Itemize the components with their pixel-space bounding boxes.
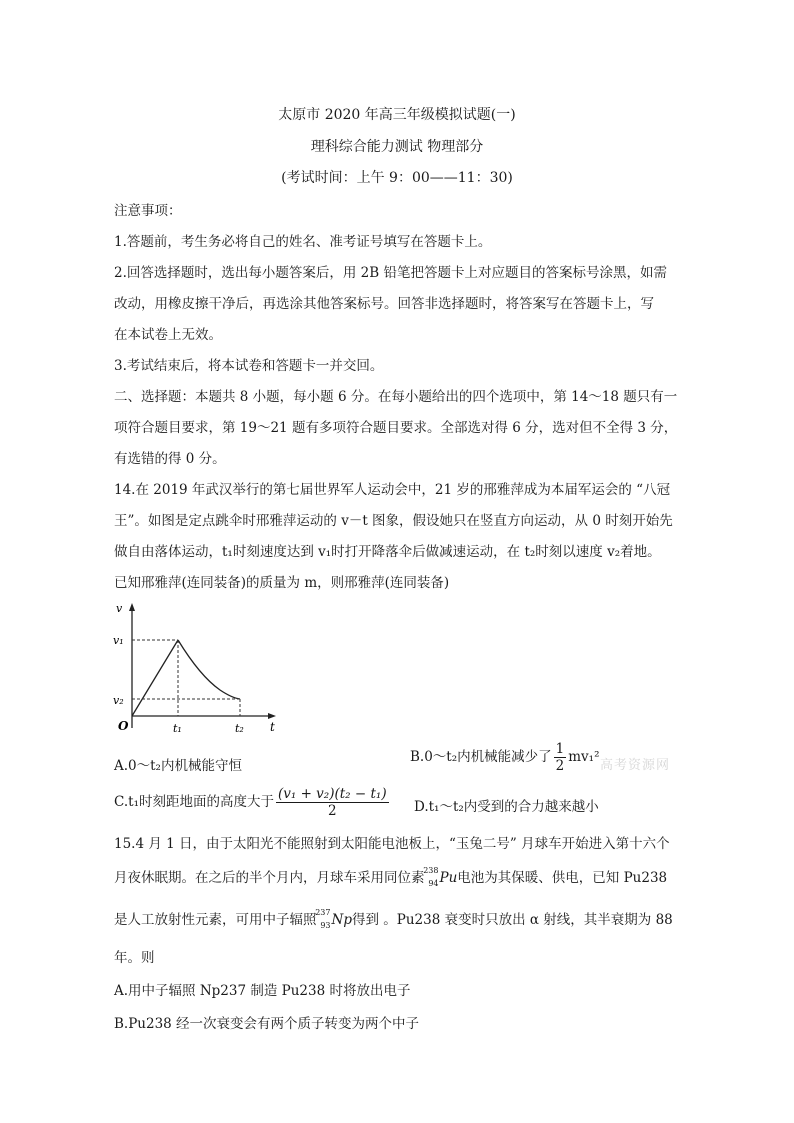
pu-mass-number: 238 (423, 865, 439, 875)
frac-denominator: 2 (555, 758, 565, 774)
exam-title: 太原市 2020 年高三年级模拟试题(一) (278, 107, 516, 123)
label-t: t (270, 720, 275, 734)
q14-option-b-text: B.0～t₂内机械能减少了 (410, 749, 552, 765)
q14-vt-graph (110, 598, 285, 743)
exam-time: (考试时间：上午 9：00——11：30) (281, 170, 513, 186)
q14-option-a: A.0～t₂内机械能守恒 (114, 758, 242, 774)
y-axis-arrow (129, 603, 135, 611)
q15-stem-line-3 (114, 908, 673, 930)
exam-subtitle: 理科综合能力测试 物理部分 (310, 139, 484, 155)
notice-item-2-line-1: 2.回答选择题时，选出每小题答案后，用 2B 铅笔把答题卡上对应题目的答案标号涂黑，如需 (114, 265, 667, 281)
q14-option-c-fraction (276, 786, 389, 819)
notice-item-1: 1.答题前，考生务必将自己的姓名、准考证号填写在答题卡上。 (114, 234, 492, 250)
q14-option-c (114, 786, 391, 819)
watermark: 高考资源网 (600, 758, 671, 773)
q15-stem-line-1: 15.4 月 1 日，由于太阳光不能照射到太阳能电池板上，“玉兔二号” 月球车开始进入第十六个 (114, 836, 670, 852)
notice-item-2-line-3: 在本试卷上无效。 (114, 327, 222, 343)
q15-stem-line-2 (114, 866, 667, 888)
frac-numerator: 1 (555, 741, 565, 757)
q15-line-2-pre: 月夜休眠期。在之后的半个月内，月球车采用同位素 (114, 870, 425, 886)
label-t1: t₁ (173, 722, 182, 735)
q15-stem-line-4: 年。则 (114, 950, 155, 966)
pu-symbol: Pu (439, 870, 458, 886)
x-axis-arrow (268, 713, 276, 719)
q14-stem-line-3: 做自由落体运动，t₁时刻速度达到 v₁时打开降落伞后做减速运动，在 t₂时刻以速度 v₂着地。 (114, 544, 661, 560)
pu-isotope-notation (423, 865, 439, 888)
label-v: v (116, 602, 123, 615)
q14-option-b (410, 741, 600, 774)
notice-heading: 注意事项： (114, 203, 182, 219)
label-origin: O (118, 719, 129, 733)
frac-numerator: (v₁ + v₂)(t₂ − t₁) (277, 786, 387, 802)
notice-item-2-line-2: 改动，用橡皮擦干净后，再选涂其他答案标号。回答非选择题时，将答案写在答题卡上，写 (114, 296, 654, 312)
np-symbol: Np (331, 912, 352, 928)
section-intro-line-1: 二、选择题：本题共 8 小题，每小题 6 分。在每小题给出的四个选项中，第 14～18 题只有一 (114, 389, 678, 405)
np-isotope-notation (315, 907, 331, 930)
q14-option-b-fraction (554, 741, 567, 774)
pu-atomic-number: 94 (428, 878, 439, 888)
q15-line-2-post: 电池为其保暖、供电，已知 Pu238 (457, 870, 668, 886)
q14-stem-line-2: 王”。如图是定点跳伞时邢雅萍运动的 v－t 图象，假设她只在竖直方向运动，从 0 时刻开始先 (114, 513, 673, 529)
q15-option-b: B.Pu238 经一次衰变会有两个质子转变为两个中子 (114, 1016, 420, 1032)
section-intro-line-3: 有选错的得 0 分。 (114, 451, 226, 467)
q14-option-c-text: C.t₁时刻距地面的高度大于 (114, 794, 274, 810)
np-mass-number: 237 (315, 907, 331, 917)
notice-item-3: 3.考试结束后，将本试卷和答题卡一并交回。 (114, 358, 384, 374)
q15-line-3-pre: 是人工放射性元素，可用中子辐照 (114, 912, 317, 928)
q15-line-3-post: 得到 。Pu238 衰变时只放出 α 射线，其半衰期为 88 (351, 912, 673, 928)
q14-stem-line-1: 14.在 2019 年武汉举行的第七届世界军人运动会中，21 岁的邢雅萍成为本届军运会的 “八冠 (114, 482, 671, 498)
q14-option-d: D.t₁～t₂内受到的合力越来越小 (414, 799, 599, 815)
q14-stem-line-4: 已知邢雅萍(连同装备)的质量为 m，则邢雅萍(连同装备) (114, 575, 450, 591)
free-fall-segment (132, 640, 178, 716)
q14-option-b-tail: mv₁² (568, 749, 600, 765)
np-atomic-number: 93 (320, 920, 331, 930)
q15-option-a: A.用中子辐照 Np237 制造 Pu238 时将放出电子 (114, 983, 411, 999)
label-t2: t₂ (235, 722, 244, 735)
section-intro-line-2: 项符合题目要求，第 19～21 题有多项符合题目要求。全部选对得 6 分，选对但不全得 3 分， (114, 420, 678, 436)
frac-denominator: 2 (327, 803, 337, 819)
label-v1: v₁ (113, 634, 124, 647)
deceleration-curve (178, 640, 240, 699)
label-v2: v₂ (113, 694, 124, 707)
